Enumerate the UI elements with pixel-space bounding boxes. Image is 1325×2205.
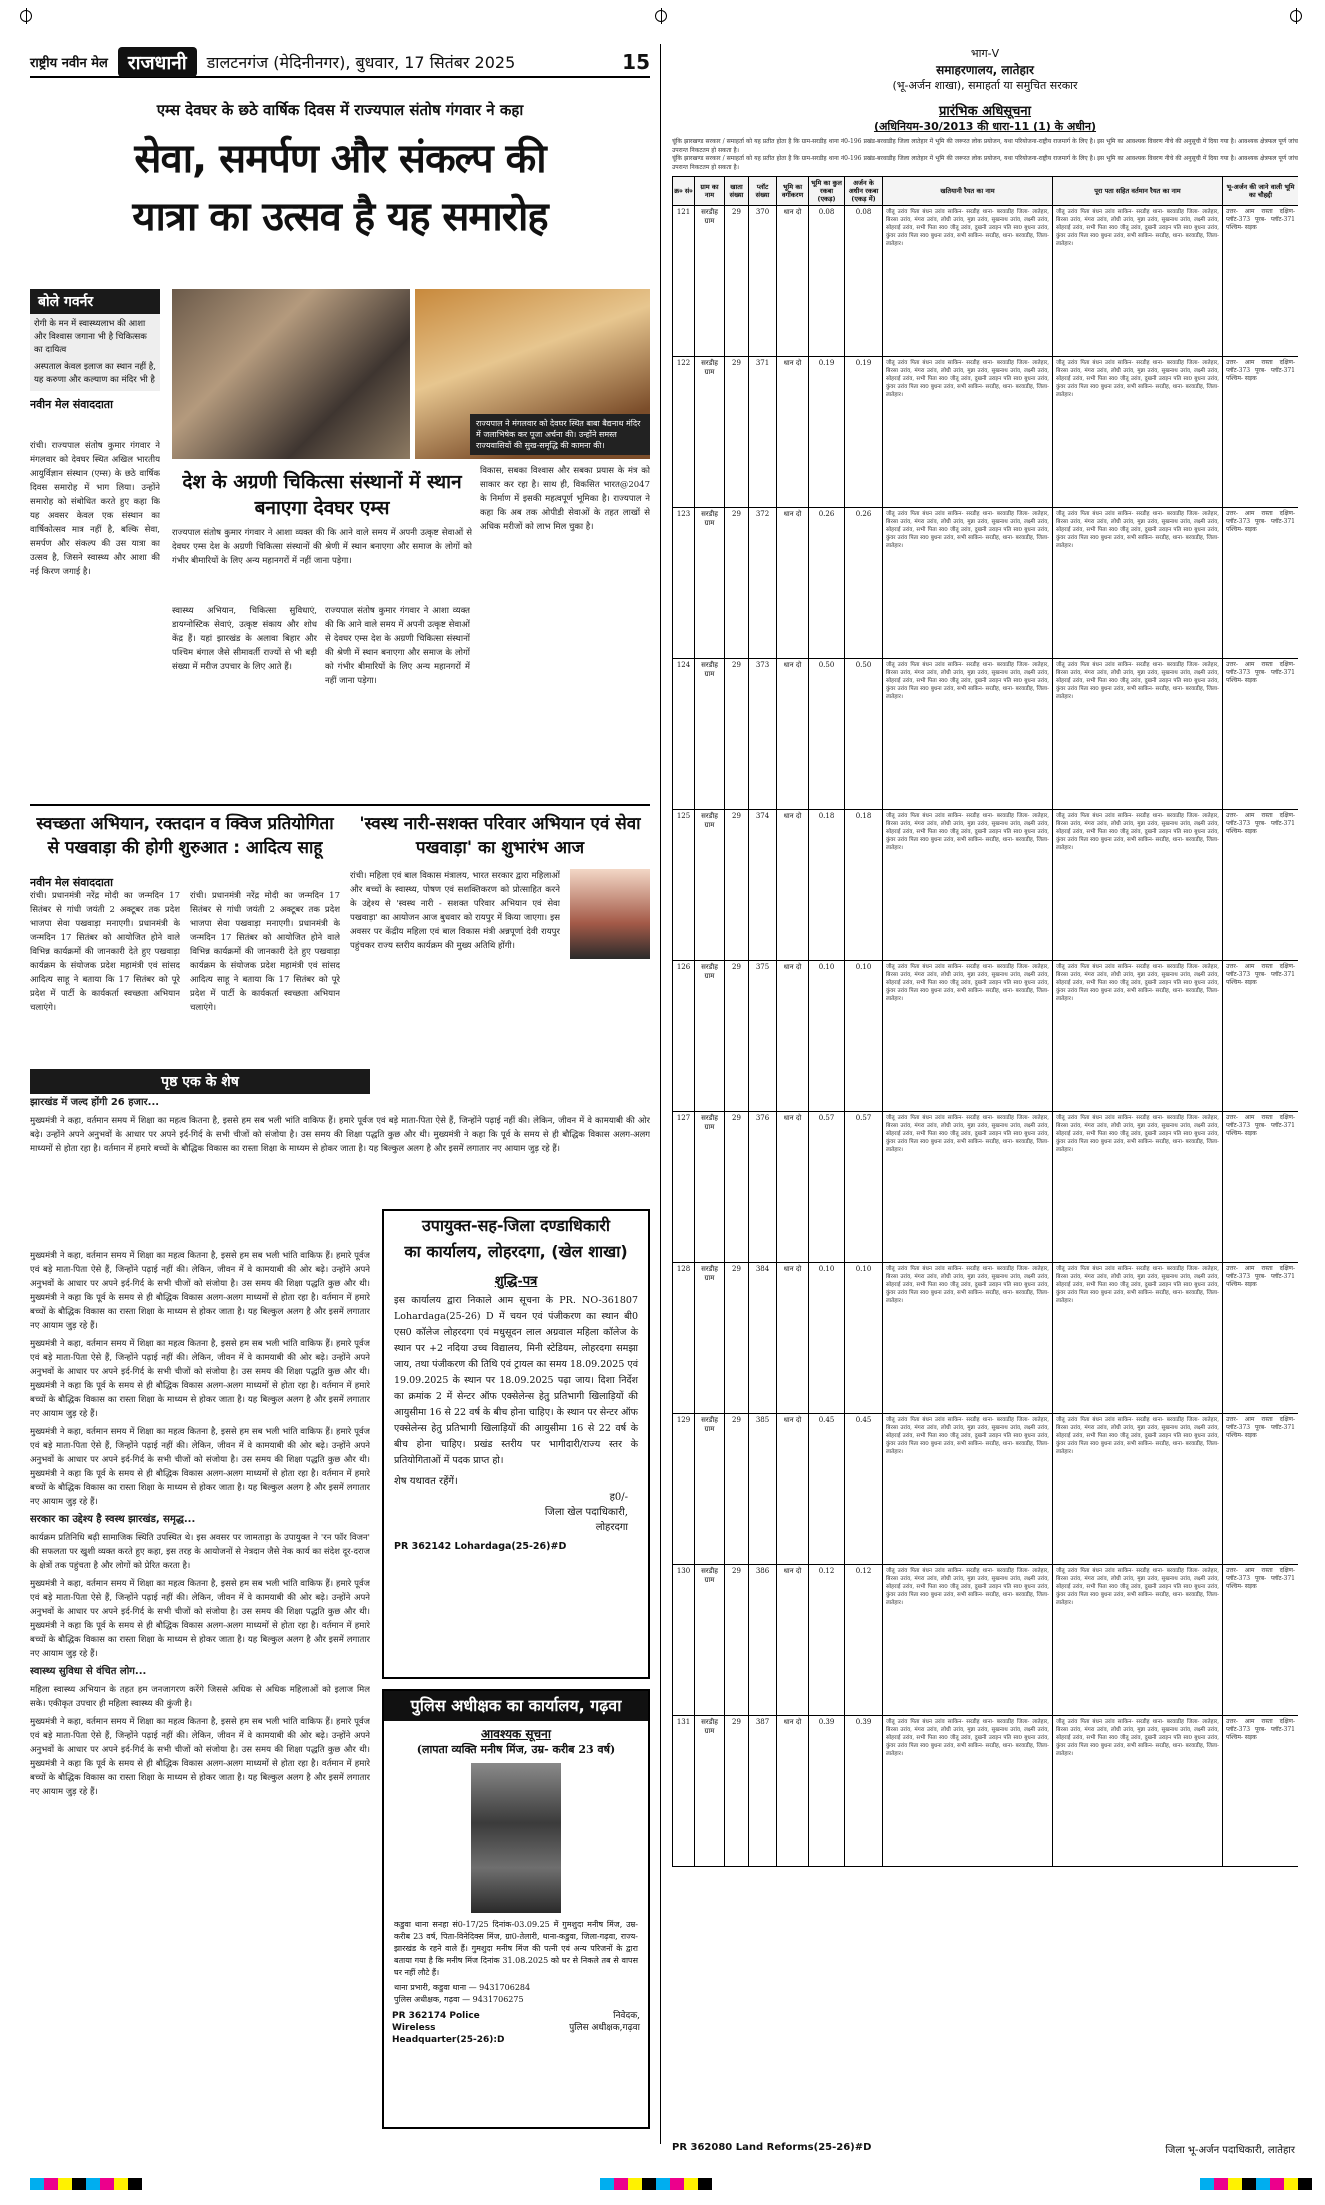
cell-acq: 0.45 (845, 1414, 883, 1565)
land-notice-pr: PR 362080 Land Reforms(25-26)#D (672, 2142, 872, 2153)
cell-sn: 124 (673, 659, 695, 810)
cell-current-owner: जीतू उरांव पिता बंधन उरांव साकिन- सरडीह थाना- बरवाडीह जिला- लातेहार, बिरसा उरांव, मंगरा उरांव, लोधी उरांव, मुन्ना उरांव, सुखनाथ उरांव, लक्ष्मी उरांव, सोहराई उरांव, सभी पिता स्व0 जीतू उरांव, दुखनी उराइन पति स्व0 बुधना उरांव, कुंवर उरांव पिता स्व0 बुधना उरांव, सभी साकिन- सरडीह, थाना- बरवाडीह, जिला- लातेहार। (1053, 1414, 1223, 1565)
cell-boundary: उत्तर- आम रास्ता दक्षिण- प्लॉट-373 पूरब- प्लॉट-371 पश्चिम- सड़क (1223, 206, 1299, 357)
cell-class: धान दो (777, 1112, 809, 1263)
continued-body: मुख्यमंत्री ने कहा, वर्तमान समय में शिक्षा का महत्व कितना है, इससे हम सब भली भांति वाकिफ हैं। हमारे पूर्वज एवं बड़े माता-पिता ऐसे हैं, जिन्होंने पढ़ाई नहीं की। लेकिन, जीवन में वे कामयाबी की ओर बढ़े। उन्होंने अपने अनुभवों के आधार पर अपने इर्द-गिर्द के सभी चीजों को संजोया है। उस समय की शिक्षा पद्धति कुछ और थी। मुख्यमंत्री ने कहा कि पूर्व के समय से ही बौद्धिक विकास अलग-अलग माध्यमों से होता रहा है। वर्तमान में हमारे बच्चों के बौद्धिक विकास का रास्ता शिक्षा के माध्यम से होकर जाता है। यह बिल्कुल अलग है और इसमें लगातार नए आयाम जुड़ रहे हैं। (30, 1717, 370, 1797)
lead-kicker: एम्स देवघर के छठे वार्षिक दिवस में राज्यपाल संतोष गंगवार ने कहा (156, 101, 524, 119)
table-row (673, 1112, 1299, 1263)
table-row (673, 961, 1299, 1112)
cell-sn: 123 (673, 508, 695, 659)
cell-current-owner: जीतू उरांव पिता बंधन उरांव साकिन- सरडीह थाना- बरवाडीह जिला- लातेहार, बिरसा उरांव, मंगरा उरांव, लोधी उरांव, मुन्ना उरांव, सुखनाथ उरांव, लक्ष्मी उरांव, सोहराई उरांव, सभी पिता स्व0 जीतू उरांव, दुखनी उराइन पति स्व0 बुधना उरांव, कुंवर उरांव पिता स्व0 बुधना उरांव, सभी साकिन- सरडीह, थाना- बरवाडीह, जिला- लातेहार। (1053, 810, 1223, 961)
print-color-bar (600, 2178, 712, 2190)
notice-intro (672, 138, 1298, 172)
cell-acq: 0.50 (845, 659, 883, 810)
cell-boundary: उत्तर- आम रास्ता दक्षिण- प्लॉट-373 पूरब- प्लॉट-371 पश्चिम- सड़क (1223, 357, 1299, 508)
cell-sn: 125 (673, 810, 695, 961)
cell-acq: 0.08 (845, 206, 883, 357)
cell-acq: 0.12 (845, 1565, 883, 1716)
cell-sn: 122 (673, 357, 695, 508)
color-swatch (642, 2178, 656, 2190)
missing-person-line: (लापता व्यक्ति मनीष मिंज, उम्र- करीब 23 वर्ष) (416, 1743, 616, 1756)
cell-plot: 386 (749, 1565, 777, 1716)
notice-office: समाहरणालय, लातेहार (936, 63, 1034, 77)
continued-body: मुख्यमंत्री ने कहा, वर्तमान समय में शिक्षा का महत्व कितना है, इससे हम सब भली भांति वाकिफ हैं। हमारे पूर्वज एवं बड़े माता-पिता ऐसे हैं, जिन्होंने पढ़ाई नहीं की। लेकिन, जीवन में वे कामयाबी की ओर बढ़े। उन्होंने अपने अनुभवों के आधार पर अपने इर्द-गिर्द के सभी चीजों को संजोया है। उस समय की शिक्षा पद्धति कुछ और थी। मुख्यमंत्री ने कहा कि पूर्व के समय से ही बौद्धिक विकास अलग-अलग माध्यमों से होता रहा है। वर्तमान में हमारे बच्चों के बौद्धिक विकास का रास्ता शिक्षा के माध्यम से होकर जाता है। यह बिल्कुल अलग है और इसमें लगातार नए आयाम जुड़ रहे हैं। (30, 1339, 370, 1419)
swachhata-column-1 (30, 889, 180, 1059)
cell-original-owner: जीतू उरांव पिता बंधन उरांव साकिन- सरडीह थाना- बरवाडीह जिला- लातेहार, बिरसा उरांव, मंगरा उरांव, लोधी उरांव, मुन्ना उरांव, सुखनाथ उरांव, लक्ष्मी उरांव, सोहराई उरांव, सभी पिता स्व0 जीतू उरांव, दुखनी उराइन पति स्व0 बुधना उरांव, कुंवर उरांव पिता स्व0 बुधना उरांव, सभी साकिन- सरडीह, थाना- बरवाडीह, जिला- लातेहार। (883, 357, 1053, 508)
cell-village: सरडीह ग्राम (695, 1112, 725, 1263)
lead-body-text: स्वास्थ्य अभियान, चिकित्सा सुविधाएं, डायग्नोस्टिक सेवाएं, उत्कृष्ट संकाय और शोध केंद्र हैं। यहां झारखंड के अलावा बिहार और पश्चिम बंगाल जैसे सीमावर्ती राज्यों से भी बड़ी संख्या में मरीज उपचार के लिए आते हैं। (172, 606, 317, 672)
lead-body-text: रांची। राज्यपाल संतोष कुमार गंगवार ने मंगलवार को देवघर स्थित अखिल भारतीय आयुर्विज्ञान संस्थान (एम्स) के छठे वार्षिक दिवस समारोह में भाग लिया। उन्होंने समारोह को संबोधित करते हुए कहा कि यह अवसर केवल एक संस्थान का वार्षिकोत्सव मात्र नहीं है, बल्कि सेवा, समर्पण और संकल्प की उस यात्रा का उत्सव है, जिसने स्वास्थ्य और आशा की नई किरण जगाई है। (30, 441, 160, 577)
cell-class: धान दो (777, 1414, 809, 1565)
color-swatch (1242, 2178, 1256, 2190)
cell-class: धान दो (777, 508, 809, 659)
lead-byline: नवीन मेल संवाददाता (30, 398, 113, 411)
column-header: क्र० सं० (673, 177, 695, 206)
nari-headline: 'स्वस्थ नारी-सशक्त परिवार अभियान एवं सेवा पखवाड़ा' का शुभारंभ आज (359, 814, 641, 858)
cell-total: 0.10 (809, 1263, 845, 1414)
notice-branch: (भू-अर्जन शाखा), समाहर्ता या समुचित सरकार (892, 79, 1078, 92)
cell-current-owner: जीतू उरांव पिता बंधन उरांव साकिन- सरडीह थाना- बरवाडीह जिला- लातेहार, बिरसा उरांव, मंगरा उरांव, लोधी उरांव, मुन्ना उरांव, सुखनाथ उरांव, लक्ष्मी उरांव, सोहराई उरांव, सभी पिता स्व0 जीतू उरांव, दुखनी उराइन पति स्व0 बुधना उरांव, कुंवर उरांव पिता स्व0 बुधना उरांव, सभी साकिन- सरडीह, थाना- बरवाडीह, जिला- लातेहार। (1053, 1263, 1223, 1414)
cell-khata: 29 (725, 1414, 749, 1565)
cell-khata: 29 (725, 659, 749, 810)
cell-acq: 0.10 (845, 961, 883, 1112)
cell-sn: 130 (673, 1565, 695, 1716)
swachhata-byline: नवीन मेल संवाददाता (30, 876, 113, 889)
table-row (673, 1716, 1299, 1867)
swachhata-body: रांची। प्रधानमंत्री नरेंद्र मोदी का जन्मदिन 17 सितंबर से गांधी जयंती 2 अक्टूबर तक प्रदेश भाजपा सेवा पखवाड़ा मनाएगी। प्रधानमंत्री के जन्मदिन 17 सितंबर को आयोजित होने वाले विभिन्न कार्यक्रमों की जानकारी देते हुए पखवाड़ा कार्यक्रम के संयोजक प्रदेश महामंत्री एवं सांसद आदित्य साहू ने बताया कि 17 सितंबर को पूरे प्रदेश में पार्टी के कार्यकर्ता स्वच्छता अभियान चलाएंगे। (190, 891, 340, 1013)
cell-total: 0.45 (809, 1414, 845, 1565)
police-notice-body: कडुवा थाना सनहा सं0-17/25 दिनांक-03.09.25 में गुमशुदा मनीष मिंज, उम्र-करीब 23 वर्ष, पिता-विनेदिक्स मिंज, ग्रा0-तेलारी, थाना-कडुवा, जिला-गढ़वा, राज्य-झारखंड के रहने वाले हैं। गुमशुदा मनीष मिंज की पत्नी एवं अन्य परिजनों के द्वारा बताया गया है कि मनीष मिंज दिनांक 31.08.2025 को घर से निकले तब से वापस घर नहीं लौटे हैं। (394, 1920, 638, 1977)
quote-box-title: बोले गवर्नर (30, 289, 160, 314)
cell-village: सरडीह ग्राम (695, 508, 725, 659)
cell-current-owner: जीतू उरांव पिता बंधन उरांव साकिन- सरडीह थाना- बरवाडीह जिला- लातेहार, बिरसा उरांव, मंगरा उरांव, लोधी उरांव, मुन्ना उरांव, सुखनाथ उरांव, लक्ष्मी उरांव, सोहराई उरांव, सभी पिता स्व0 जीतू उरांव, दुखनी उराइन पति स्व0 बुधना उरांव, कुंवर उरांव पिता स्व0 बुधना उरांव, सभी साकिन- सरडीह, थाना- बरवाडीह, जिला- लातेहार। (1053, 357, 1223, 508)
lead-headline-line-2: यात्रा का उत्सव है यह समारोह (132, 194, 548, 240)
land-schedule-table (672, 176, 1298, 1867)
continued-body: मुख्यमंत्री ने कहा, वर्तमान समय में शिक्षा का महत्व कितना है, इससे हम सब भली भांति वाकिफ हैं। हमारे पूर्वज एवं बड़े माता-पिता ऐसे हैं, जिन्होंने पढ़ाई नहीं की। लेकिन, जीवन में वे कामयाबी की ओर बढ़े। उन्होंने अपने अनुभवों के आधार पर अपने इर्द-गिर्द के सभी चीजों को संजोया है। उस समय की शिक्षा पद्धति कुछ और थी। मुख्यमंत्री ने कहा कि पूर्व के समय से ही बौद्धिक विकास अलग-अलग माध्यमों से होता रहा है। वर्तमान में हमारे बच्चों के बौद्धिक विकास का रास्ता शिक्षा के माध्यम से होकर जाता है। यह बिल्कुल अलग है और इसमें लगातार नए आयाम जुड़ रहे हैं। (30, 1116, 650, 1154)
continued-banner: पृष्ठ एक के शेष (30, 1069, 370, 1094)
cell-khata: 29 (725, 1112, 749, 1263)
sports-notice-pr: PR 362142 Lohardaga(25-26)#D (394, 1541, 567, 1552)
cell-plot: 375 (749, 961, 777, 1112)
cell-village: सरडीह ग्राम (695, 1414, 725, 1565)
cell-original-owner: जीतू उरांव पिता बंधन उरांव साकिन- सरडीह थाना- बरवाडीह जिला- लातेहार, बिरसा उरांव, मंगरा उरांव, लोधी उरांव, मुन्ना उरांव, सुखनाथ उरांव, लक्ष्मी उरांव, सोहराई उरांव, सभी पिता स्व0 जीतू उरांव, दुखनी उराइन पति स्व0 बुधना उरांव, कुंवर उरांव पिता स्व0 बुधना उरांव, सभी साकिन- सरडीह, थाना- बरवाडीह, जिला- लातेहार। (883, 1716, 1053, 1867)
signature-mark: ह0/- (609, 1492, 628, 1503)
registration-mark (20, 10, 32, 22)
lead-column-3 (172, 604, 317, 794)
swachhata-headline: स्वच्छता अभियान, रक्तदान व क्विज प्रतियोगिता से पखवाड़ा की होगी शुरुआत : आदित्य साहू (36, 814, 334, 858)
continued-column-left (30, 1249, 370, 2129)
notice-intro-text: चूंकि झारखण्ड सरकार / समाहर्ता को यह प्रतीत होता है कि ग्राम-सरडीह थाना नं0-196 प्रखंड-बरवाडीह जिला लातेहार में भूमि की जरूरत लोक प्रयोजन, यथा परियोजना-राष्ट्रीय राजमार्ग के लिए है। इस भूमि का आवश्यक विवरण नीचे की अनुसूची में दिया गया है। आवश्यक क्षेत्रफल पूर्ण जांच उपरान्त निकटतम हो सकता है। (672, 138, 1298, 154)
color-swatch (44, 2178, 58, 2190)
signatory-place: लोहरदगा (595, 1522, 628, 1533)
governor-quote-box (30, 289, 160, 418)
cell-sn: 121 (673, 206, 695, 357)
cell-acq: 0.26 (845, 508, 883, 659)
cell-current-owner: जीतू उरांव पिता बंधन उरांव साकिन- सरडीह थाना- बरवाडीह जिला- लातेहार, बिरसा उरांव, मंगरा उरांव, लोधी उरांव, मुन्ना उरांव, सुखनाथ उरांव, लक्ष्मी उरांव, सोहराई उरांव, सभी पिता स्व0 जीतू उरांव, दुखनी उराइन पति स्व0 बुधना उरांव, कुंवर उरांव पिता स्व0 बुधना उरांव, सभी साकिन- सरडीह, थाना- बरवाडीह, जिला- लातेहार। (1053, 508, 1223, 659)
sports-notice-signature (384, 1490, 648, 1535)
column-header: खतियानी रैयत का नाम (883, 177, 1053, 206)
cell-sn: 129 (673, 1414, 695, 1565)
color-swatch (58, 2178, 72, 2190)
quote-box-body (30, 314, 160, 391)
cell-total: 0.19 (809, 357, 845, 508)
continued-body: मुख्यमंत्री ने कहा, वर्तमान समय में शिक्षा का महत्व कितना है, इससे हम सब भली भांति वाकिफ हैं। हमारे पूर्वज एवं बड़े माता-पिता ऐसे हैं, जिन्होंने पढ़ाई नहीं की। लेकिन, जीवन में वे कामयाबी की ओर बढ़े। उन्होंने अपने अनुभवों के आधार पर अपने इर्द-गिर्द के सभी चीजों को संजोया है। उस समय की शिक्षा पद्धति कुछ और थी। मुख्यमंत्री ने कहा कि पूर्व के समय से ही बौद्धिक विकास अलग-अलग माध्यमों से होता रहा है। वर्तमान में हमारे बच्चों के बौद्धिक विकास का रास्ता शिक्षा के माध्यम से होकर जाता है। यह बिल्कुल अलग है और इसमें लगातार नए आयाम जुड़ रहे हैं। (30, 1579, 370, 1659)
color-swatch (684, 2178, 698, 2190)
cell-village: सरडीह ग्राम (695, 206, 725, 357)
column-header: भूमि का वर्गीकरण (777, 177, 809, 206)
section-label: राजधानी (118, 47, 197, 77)
cell-original-owner: जीतू उरांव पिता बंधन उरांव साकिन- सरडीह थाना- बरवाडीह जिला- लातेहार, बिरसा उरांव, मंगरा उरांव, लोधी उरांव, मुन्ना उरांव, सुखनाथ उरांव, लक्ष्मी उरांव, सोहराई उरांव, सभी पिता स्व0 जीतू उरांव, दुखनी उराइन पति स्व0 बुधना उरांव, कुंवर उरांव पिता स्व0 बुधना उरांव, सभी साकिन- सरडीह, थाना- बरवाडीह, जिला- लातेहार। (883, 1112, 1053, 1263)
cell-class: धान दो (777, 1263, 809, 1414)
color-swatch (656, 2178, 670, 2190)
minister-portrait (570, 869, 650, 959)
cell-sn: 128 (673, 1263, 695, 1414)
page-number: 15 (622, 50, 650, 74)
notice-subtitle: (अधिनियम-30/2013 की धारा-11 (1) के अधीन) (873, 120, 1097, 133)
dateline: डालटनगंज (मेदिनीनगर), बुधवार, 17 सितंबर 2025 (206, 53, 516, 72)
land-acquisition-notice (672, 46, 1298, 2136)
cell-acq: 0.10 (845, 1263, 883, 1414)
cell-original-owner: जीतू उरांव पिता बंधन उरांव साकिन- सरडीह थाना- बरवाडीह जिला- लातेहार, बिरसा उरांव, मंगरा उरांव, लोधी उरांव, मुन्ना उरांव, सुखनाथ उरांव, लक्ष्मी उरांव, सोहराई उरांव, सभी पिता स्व0 जीतू उरांव, दुखनी उराइन पति स्व0 बुधना उरांव, कुंवर उरांव पिता स्व0 बुधना उरांव, सभी साकिन- सरडीह, थाना- बरवाडीह, जिला- लातेहार। (883, 659, 1053, 810)
sports-notice-title-1: उपायुक्त-सह-जिला दण्डाधिकारी (421, 1216, 611, 1235)
table-row (673, 1565, 1299, 1716)
cell-total: 0.57 (809, 1112, 845, 1263)
missing-person-photo (471, 1763, 561, 1913)
cell-total: 0.39 (809, 1716, 845, 1867)
cell-class: धान दो (777, 357, 809, 508)
sports-notice-title-2: का कार्यालय, लोहरदगा, (खेल शाखा) (404, 1242, 628, 1261)
cell-acq: 0.39 (845, 1716, 883, 1867)
table-row (673, 1414, 1299, 1565)
police-contact: थाना प्रभारी, कडुवा थाना — 9431706284 (394, 1983, 531, 1992)
column-header: भूमि का कुल रकबा (एकड़) (809, 177, 845, 206)
color-swatch (1270, 2178, 1284, 2190)
cell-plot: 385 (749, 1414, 777, 1565)
cell-boundary: उत्तर- आम रास्ता दक्षिण- प्लॉट-373 पूरब- प्लॉट-371 पश्चिम- सड़क (1223, 1263, 1299, 1414)
notice-intro-text: चूंकि झारखण्ड सरकार / समाहर्ता को यह प्रतीत होता है कि ग्राम-सरडीह थाना नं0-196 प्रखंड-बरवाडीह जिला लातेहार में भूमि की जरूरत लोक प्रयोजन, यथा परियोजना-राष्ट्रीय राजमार्ग के लिए है। इस भूमि का आवश्यक विवरण नीचे की अनुसूची में दिया गया है। आवश्यक क्षेत्रफल पूर्ण जांच उपरान्त निकटतम हो सकता है। (672, 155, 1298, 171)
color-swatch (86, 2178, 100, 2190)
column-header: भू-अर्जन की जाने वाली भूमि का चौहद्दी (1223, 177, 1299, 206)
table-row (673, 1263, 1299, 1414)
quote-point: अस्पताल केवल इलाज का स्थान नहीं है, यह करुणा और कल्याण का मंदिर भी है (34, 362, 156, 385)
police-contact: पुलिस अधीक्षक, गढ़वा — 9431706275 (394, 1995, 524, 2004)
cell-original-owner: जीतू उरांव पिता बंधन उरांव साकिन- सरडीह थाना- बरवाडीह जिला- लातेहार, बिरसा उरांव, मंगरा उरांव, लोधी उरांव, मुन्ना उरांव, सुखनाथ उरांव, लक्ष्मी उरांव, सोहराई उरांव, सभी पिता स्व0 जीतू उरांव, दुखनी उराइन पति स्व0 बुधना उरांव, कुंवर उरांव पिता स्व0 बुधना उरांव, सभी साकिन- सरडीह, थाना- बरवाडीह, जिला- लातेहार। (883, 1414, 1053, 1565)
cell-boundary: उत्तर- आम रास्ता दक्षिण- प्लॉट-373 पूरब- प्लॉट-371 पश्चिम- सड़क (1223, 1716, 1299, 1867)
cell-total: 0.26 (809, 508, 845, 659)
cell-khata: 29 (725, 1565, 749, 1716)
color-swatch (100, 2178, 114, 2190)
color-swatch (1228, 2178, 1242, 2190)
news-page (30, 84, 650, 2129)
cell-class: धान दो (777, 961, 809, 1112)
quote-point: रोगी के मन में स्वास्थ्यलाभ की आशा और विश्वास जगाना भी है चिकित्सक का दायित्व (34, 319, 147, 355)
cell-khata: 29 (725, 1716, 749, 1867)
cell-boundary: उत्तर- आम रास्ता दक्षिण- प्लॉट-373 पूरब- प्लॉट-371 पश्चिम- सड़क (1223, 659, 1299, 810)
swachhata-column-2 (190, 889, 340, 1059)
cell-boundary: उत्तर- आम रास्ता दक्षिण- प्लॉट-373 पूरब- प्लॉट-371 पश्चिम- सड़क (1223, 1112, 1299, 1263)
cell-village: सरडीह ग्राम (695, 357, 725, 508)
cell-original-owner: जीतू उरांव पिता बंधन उरांव साकिन- सरडीह थाना- बरवाडीह जिला- लातेहार, बिरसा उरांव, मंगरा उरांव, लोधी उरांव, मुन्ना उरांव, सुखनाथ उरांव, लक्ष्मी उरांव, सोहराई उरांव, सभी पिता स्व0 जीतू उरांव, दुखनी उराइन पति स्व0 बुधना उरांव, कुंवर उरांव पिता स्व0 बुधना उरांव, सभी साकिन- सरडीह, थाना- बरवाडीह, जिला- लातेहार। (883, 1565, 1053, 1716)
table-row (673, 508, 1299, 659)
lead-column-4 (325, 604, 470, 794)
continued-body: मुख्यमंत्री ने कहा, वर्तमान समय में शिक्षा का महत्व कितना है, इससे हम सब भली भांति वाकिफ हैं। हमारे पूर्वज एवं बड़े माता-पिता ऐसे हैं, जिन्होंने पढ़ाई नहीं की। लेकिन, जीवन में वे कामयाबी की ओर बढ़े। उन्होंने अपने अनुभवों के आधार पर अपने इर्द-गिर्द के सभी चीजों को संजोया है। उस समय की शिक्षा पद्धति कुछ और थी। मुख्यमंत्री ने कहा कि पूर्व के समय से ही बौद्धिक विकास अलग-अलग माध्यमों से होता रहा है। वर्तमान में हमारे बच्चों के बौद्धिक विकास का रास्ता शिक्षा के माध्यम से होकर जाता है। यह बिल्कुल अलग है और इसमें लगातार नए आयाम जुड़ रहे हैं। (30, 1251, 370, 1331)
color-swatch (1256, 2178, 1270, 2190)
color-swatch (1214, 2178, 1228, 2190)
color-swatch (670, 2178, 684, 2190)
color-swatch (114, 2178, 128, 2190)
sports-notice-ad (382, 1209, 650, 1679)
cell-khata: 29 (725, 508, 749, 659)
nari-column (350, 869, 560, 1059)
cell-boundary: उत्तर- आम रास्ता दक्षिण- प्लॉट-373 पूरब- प्लॉट-371 पश्चिम- सड़क (1223, 1414, 1299, 1565)
swachhata-body: रांची। प्रधानमंत्री नरेंद्र मोदी का जन्मदिन 17 सितंबर से गांधी जयंती 2 अक्टूबर तक प्रदेश भाजपा सेवा पखवाड़ा मनाएगी। प्रधानमंत्री के जन्मदिन 17 सितंबर को आयोजित होने वाले विभिन्न कार्यक्रमों की जानकारी देते हुए पखवाड़ा कार्यक्रम के संयोजक प्रदेश महामंत्री एवं सांसद आदित्य साहू ने बताया कि 17 सितंबर को पूरे प्रदेश में पार्टी के कार्यकर्ता स्वच्छता अभियान चलाएंगे। (30, 891, 180, 1013)
continued-subhead: सरकार का उद्देश्य है स्वस्थ झारखंड, समृद्ध... (30, 1514, 196, 1525)
cell-plot: 371 (749, 357, 777, 508)
lead-headline-line-1: सेवा, समर्पण और संकल्प की (134, 136, 546, 182)
page-divider (660, 44, 661, 2144)
cell-total: 0.50 (809, 659, 845, 810)
police-notice-ad (382, 1689, 650, 2129)
continued-body: महिला स्वास्थ्य अभियान के तहत हम जनजागरण करेंगे जिससे अधिक से अधिक महिलाओं को इलाज मिल सके। एकीकृत उपचार ही महिला स्वास्थ्य की कुंजी है। (30, 1685, 370, 1709)
cell-total: 0.10 (809, 961, 845, 1112)
cell-class: धान दो (777, 1565, 809, 1716)
cell-village: सरडीह ग्राम (695, 1263, 725, 1414)
color-swatch (128, 2178, 142, 2190)
masthead (30, 48, 650, 78)
cell-total: 0.12 (809, 1565, 845, 1716)
continued-subhead: स्वास्थ्य सुविधा से वंचित लोग... (30, 1666, 147, 1677)
cell-village: सरडीह ग्राम (695, 810, 725, 961)
nari-body: रांची। महिला एवं बाल विकास मंत्रालय, भारत सरकार द्वारा महिलाओं और बच्चों के स्वास्थ्य, पोषण एवं सशक्तिकरण को प्रोत्साहित करने के उद्देश्य से 'स्वस्थ नारी - सशक्त परिवार अभियान एवं सेवा पखवाड़ा' का आयोजन आज बुधवार को रायपुर में किया जाएगा। इस अवसर पर केंद्रीय महिला एवं बाल विकास मंत्री अन्नपूर्णा देवी रायपुर पहुंचकर राज्य स्तरीय कार्यक्रम की मुख्य अतिथि होंगी। (350, 871, 560, 951)
notice-part: भाग-V (970, 47, 1000, 60)
signatory-salutation: निवेदक, (613, 2011, 640, 2021)
cell-boundary: उत्तर- आम रास्ता दक्षिण- प्लॉट-373 पूरब- प्लॉट-371 पश्चिम- सड़क (1223, 508, 1299, 659)
cell-acq: 0.57 (845, 1112, 883, 1263)
column-header: खाता संख्या (725, 177, 749, 206)
sports-notice-subtitle: शुद्धि-पत्र (494, 1274, 538, 1289)
cell-village: सरडीह ग्राम (695, 1565, 725, 1716)
section-rule (30, 804, 650, 806)
cell-original-owner: जीतू उरांव पिता बंधन उरांव साकिन- सरडीह थाना- बरवाडीह जिला- लातेहार, बिरसा उरांव, मंगरा उरांव, लोधी उरांव, मुन्ना उरांव, सुखनाथ उरांव, लक्ष्मी उरांव, सोहराई उरांव, सभी पिता स्व0 जीतू उरांव, दुखनी उराइन पति स्व0 बुधना उरांव, कुंवर उरांव पिता स्व0 बुधना उरांव, सभी साकिन- सरडीह, थाना- बरवाडीह, जिला- लातेहार। (883, 810, 1053, 961)
cell-current-owner: जीतू उरांव पिता बंधन उरांव साकिन- सरडीह थाना- बरवाडीह जिला- लातेहार, बिरसा उरांव, मंगरा उरांव, लोधी उरांव, मुन्ना उरांव, सुखनाथ उरांव, लक्ष्मी उरांव, सोहराई उरांव, सभी पिता स्व0 जीतू उरांव, दुखनी उराइन पति स्व0 बुधना उरांव, कुंवर उरांव पिता स्व0 बुधना उरांव, सभी साकिन- सरडीह, थाना- बरवाडीह, जिला- लातेहार। (1053, 961, 1223, 1112)
cell-class: धान दो (777, 659, 809, 810)
cell-village: सरडीह ग्राम (695, 961, 725, 1112)
signatory-title: जिला खेल पदाधिकारी, (544, 1507, 628, 1518)
table-row (673, 357, 1299, 508)
lead-column-1 (30, 439, 160, 799)
color-swatch (1298, 2178, 1312, 2190)
cell-total: 0.08 (809, 206, 845, 357)
notice-title: प्रारंभिक अधिसूचना (938, 104, 1032, 119)
color-swatch (628, 2178, 642, 2190)
photo-caption: राज्यपाल ने मंगलवार को देवघर स्थित बाबा बैद्यनाथ मंदिर में जलाभिषेक कर पूजा अर्चना की। उन्होंने समस्त राज्यवासियों की सुख-समृद्धि की कामना की। (470, 414, 650, 455)
cell-khata: 29 (725, 357, 749, 508)
cell-boundary: उत्तर- आम रास्ता दक्षिण- प्लॉट-373 पूरब- प्लॉट-371 पश्चिम- सड़क (1223, 961, 1299, 1112)
cell-current-owner: जीतू उरांव पिता बंधन उरांव साकिन- सरडीह थाना- बरवाडीह जिला- लातेहार, बिरसा उरांव, मंगरा उरांव, लोधी उरांव, मुन्ना उरांव, सुखनाथ उरांव, लक्ष्मी उरांव, सोहराई उरांव, सभी पिता स्व0 जीतू उरांव, दुखनी उराइन पति स्व0 बुधना उरांव, कुंवर उरांव पिता स्व0 बुधना उरांव, सभी साकिन- सरडीह, थाना- बरवाडीह, जिला- लातेहार। (1053, 1112, 1223, 1263)
color-swatch (1200, 2178, 1214, 2190)
table-row (673, 659, 1299, 810)
cell-plot: 384 (749, 1263, 777, 1414)
cell-original-owner: जीतू उरांव पिता बंधन उरांव साकिन- सरडीह थाना- बरवाडीह जिला- लातेहार, बिरसा उरांव, मंगरा उरांव, लोधी उरांव, मुन्ना उरांव, सुखनाथ उरांव, लक्ष्मी उरांव, सोहराई उरांव, सभी पिता स्व0 जीतू उरांव, दुखनी उराइन पति स्व0 बुधना उरांव, कुंवर उरांव पिता स्व0 बुधना उरांव, सभी साकिन- सरडीह, थाना- बरवाडीह, जिला- लातेहार। (883, 961, 1053, 1112)
continued-subhead: झारखंड में जल्द होंगी 26 हजार... (30, 1097, 160, 1108)
table-row (673, 206, 1299, 357)
cell-village: सरडीह ग्राम (695, 1716, 725, 1867)
cell-acq: 0.18 (845, 810, 883, 961)
police-notice-title: पुलिस अधीक्षक का कार्यालय, गढ़वा (384, 1691, 648, 1721)
cell-plot: 373 (749, 659, 777, 810)
cell-khata: 29 (725, 810, 749, 961)
cell-class: धान दो (777, 206, 809, 357)
cell-plot: 387 (749, 1716, 777, 1867)
lead-column-5 (480, 464, 650, 794)
color-swatch (614, 2178, 628, 2190)
sports-notice-closing: शेष यथावत रहेंगें। (394, 1476, 458, 1487)
cell-plot: 372 (749, 508, 777, 659)
color-swatch (1284, 2178, 1298, 2190)
color-swatch (72, 2178, 86, 2190)
brand-name: राष्ट्रीय नवीन मेल (30, 56, 108, 71)
lead-body-text: विकास, सबका विश्वास और सबका प्रयास के मंत्र को साकार कर रहा है। साथ ही, विकसित भारत@2047 के निर्माण में इसकी महत्वपूर्ण भूमिका है। राज्यपाल ने कहा कि अब तक ओपीडी सेवाओं के तहत लाखों से अधिक मरीजों को लाभ मिल चुका है। (480, 466, 650, 532)
cell-acq: 0.19 (845, 357, 883, 508)
column-header: ग्राम का नाम (695, 177, 725, 206)
sports-notice-body: इस कार्यालय द्वारा निकाले आम सूचना के PR. NO-361807 Lohardaga(25-26) D में चयन एवं पंजीकरण का स्थान बी0 एस0 कॉलेज लोहरदगा एवं मधुसूदन लाल अग्रवाल महिला कॉलेज के स्थान पर +2 नदिया उच्च विद्यालय, मिनी स्टेडियम, लोहरदगा समझा जाय, तथा पंजीकरण की तिथि एवं ट्रायल का समय 18.09.2025 एवं 19.09.2025 के स्थान पर 18.09.2025 पढ़ा जाय। दिशा निर्देश का क्रमांक 2 में सेन्टर ऑफ एक्सेलेन्स हेतु प्रतिभागी खिलाड़ियों की आयुसीमा 16 से 22 वर्ष के बीच होना चाहिए। के स्थान पर सेन्टर ऑफ एक्सेलेन्स हेतु प्रतिभागी खिलाड़ियों की आयुसीमा 16 से 22 वर्ष के बीच होना चाहिए। प्रखंड स्तरीय पर भागीदारी/राज्य स्तर के प्रतियोगिताओं में पदक प्राप्त हो। (394, 1295, 638, 1466)
lead-photo-ribbon-cutting (172, 289, 410, 459)
land-notice-signature: जिला भू-अर्जन पदाधिकारी, लातेहार (1165, 2145, 1295, 2156)
lead-body-text: राज्यपाल संतोष कुमार गंगवार ने आशा व्यक्त की कि आने वाले समय में अपनी उत्कृष्ट सेवाओं से देवघर एम्स देश के अग्रणी चिकित्सा संस्थानों की श्रेणी में स्थान बनाएगा और समाज के लोगों को गंभीर बीमारियों के लिए अन्य महानगरों में नहीं जाना पड़ेगा। (172, 528, 472, 566)
lead-column-2 (172, 526, 472, 596)
cell-khata: 29 (725, 1263, 749, 1414)
table-row (673, 810, 1299, 961)
cell-total: 0.18 (809, 810, 845, 961)
color-swatch (30, 2178, 44, 2190)
cell-village: सरडीह ग्राम (695, 659, 725, 810)
cell-plot: 370 (749, 206, 777, 357)
cell-sn: 127 (673, 1112, 695, 1263)
signatory-title: पुलिस अधीक्षक,गढ़वा (569, 2023, 640, 2033)
police-notice-footer (384, 2006, 648, 2050)
print-color-bar (30, 2178, 142, 2190)
cell-original-owner: जीतू उरांव पिता बंधन उरांव साकिन- सरडीह थाना- बरवाडीह जिला- लातेहार, बिरसा उरांव, मंगरा उरांव, लोधी उरांव, मुन्ना उरांव, सुखनाथ उरांव, लक्ष्मी उरांव, सोहराई उरांव, सभी पिता स्व0 जीतू उरांव, दुखनी उराइन पति स्व0 बुधना उरांव, कुंवर उरांव पिता स्व0 बुधना उरांव, सभी साकिन- सरडीह, थाना- बरवाडीह, जिला- लातेहार। (883, 508, 1053, 659)
column-header: अर्जन के अधीन रकबा (एकड़ में) (845, 177, 883, 206)
police-signature (569, 2010, 640, 2046)
notice-header (672, 46, 1298, 93)
continued-body: कार्यक्रम प्रतिनिधि बढ़ी सामाजिक स्थिति उपस्थित थे। इस अवसर पर जामताड़ा के उपायुक्त ने 'रन फॉर विजन' की सफलता पर खुशी व्यक्त करते हुए कहा, इस तरह के आयोजनों से नेत्रदान जैसे नेक कार्य का संदेश दूर-दराज के क्षेत्रों तक पहुंचता है और लोगों को प्रेरित करता है। (30, 1533, 370, 1571)
lead-subhead: देश के अग्रणी चिकित्सा संस्थानों में स्थान बनाएगा देवघर एम्स (182, 471, 462, 519)
cell-khata: 29 (725, 206, 749, 357)
cell-class: धान दो (777, 1716, 809, 1867)
cell-current-owner: जीतू उरांव पिता बंधन उरांव साकिन- सरडीह थाना- बरवाडीह जिला- लातेहार, बिरसा उरांव, मंगरा उरांव, लोधी उरांव, मुन्ना उरांव, सुखनाथ उरांव, लक्ष्मी उरांव, सोहराई उरांव, सभी पिता स्व0 जीतू उरांव, दुखनी उराइन पति स्व0 बुधना उरांव, कुंवर उरांव पिता स्व0 बुधना उरांव, सभी साकिन- सरडीह, थाना- बरवाडीह, जिला- लातेहार। (1053, 659, 1223, 810)
lead-body-text: राज्यपाल संतोष कुमार गंगवार ने आशा व्यक्त की कि आने वाले समय में अपनी उत्कृष्ट सेवाओं से देवघर एम्स देश के अग्रणी चिकित्सा संस्थानों की श्रेणी में स्थान बनाएगा और समाज के लोगों को गंभीर बीमारियों के लिए अन्य महानगरों में नहीं जाना पड़ेगा। (325, 606, 470, 686)
color-swatch (600, 2178, 614, 2190)
cell-original-owner: जीतू उरांव पिता बंधन उरांव साकिन- सरडीह थाना- बरवाडीह जिला- लातेहार, बिरसा उरांव, मंगरा उरांव, लोधी उरांव, मुन्ना उरांव, सुखनाथ उरांव, लक्ष्मी उरांव, सोहराई उरांव, सभी पिता स्व0 जीतू उरांव, दुखनी उराइन पति स्व0 बुधना उरांव, कुंवर उरांव पिता स्व0 बुधना उरांव, सभी साकिन- सरडीह, थाना- बरवाडीह, जिला- लातेहार। (883, 206, 1053, 357)
cell-plot: 374 (749, 810, 777, 961)
table-header-row (673, 177, 1299, 206)
continued-body: मुख्यमंत्री ने कहा, वर्तमान समय में शिक्षा का महत्व कितना है, इससे हम सब भली भांति वाकिफ हैं। हमारे पूर्वज एवं बड़े माता-पिता ऐसे हैं, जिन्होंने पढ़ाई नहीं की। लेकिन, जीवन में वे कामयाबी की ओर बढ़े। उन्होंने अपने अनुभवों के आधार पर अपने इर्द-गिर्द के सभी चीजों को संजोया है। उस समय की शिक्षा पद्धति कुछ और थी। मुख्यमंत्री ने कहा कि पूर्व के समय से ही बौद्धिक विकास अलग-अलग माध्यमों से होता रहा है। वर्तमान में हमारे बच्चों के बौद्धिक विकास का रास्ता शिक्षा के माध्यम से होकर जाता है। यह बिल्कुल अलग है और इसमें लगातार नए आयाम जुड़ रहे हैं। (30, 1427, 370, 1507)
cell-khata: 29 (725, 961, 749, 1112)
cell-sn: 126 (673, 961, 695, 1112)
cell-sn: 131 (673, 1716, 695, 1867)
police-notice-subtitle: आवश्यक सूचना (481, 1727, 551, 1741)
column-header: पूरा पता सहित वर्तमान रैयत का नाम (1053, 177, 1223, 206)
cell-plot: 376 (749, 1112, 777, 1263)
cell-boundary: उत्तर- आम रास्ता दक्षिण- प्लॉट-373 पूरब- प्लॉट-371 पश्चिम- सड़क (1223, 810, 1299, 961)
registration-mark (1290, 10, 1302, 22)
print-color-bar (1200, 2178, 1312, 2190)
cell-current-owner: जीतू उरांव पिता बंधन उरांव साकिन- सरडीह थाना- बरवाडीह जिला- लातेहार, बिरसा उरांव, मंगरा उरांव, लोधी उरांव, मुन्ना उरांव, सुखनाथ उरांव, लक्ष्मी उरांव, सोहराई उरांव, सभी पिता स्व0 जीतू उरांव, दुखनी उराइन पति स्व0 बुधना उरांव, कुंवर उरांव पिता स्व0 बुधना उरांव, सभी साकिन- सरडीह, थाना- बरवाडीह, जिला- लातेहार। (1053, 206, 1223, 357)
cell-current-owner: जीतू उरांव पिता बंधन उरांव साकिन- सरडीह थाना- बरवाडीह जिला- लातेहार, बिरसा उरांव, मंगरा उरांव, लोधी उरांव, मुन्ना उरांव, सुखनाथ उरांव, लक्ष्मी उरांव, सोहराई उरांव, सभी पिता स्व0 जीतू उरांव, दुखनी उराइन पति स्व0 बुधना उरांव, कुंवर उरांव पिता स्व0 बुधना उरांव, सभी साकिन- सरडीह, थाना- बरवाडीह, जिला- लातेहार। (1053, 1716, 1223, 1867)
cell-current-owner: जीतू उरांव पिता बंधन उरांव साकिन- सरडीह थाना- बरवाडीह जिला- लातेहार, बिरसा उरांव, मंगरा उरांव, लोधी उरांव, मुन्ना उरांव, सुखनाथ उरांव, लक्ष्मी उरांव, सोहराई उरांव, सभी पिता स्व0 जीतू उरांव, दुखनी उराइन पति स्व0 बुधना उरांव, कुंवर उरांव पिता स्व0 बुधना उरांव, सभी साकिन- सरडीह, थाना- बरवाडीह, जिला- लातेहार। (1053, 1565, 1223, 1716)
registration-mark (655, 10, 667, 22)
cell-original-owner: जीतू उरांव पिता बंधन उरांव साकिन- सरडीह थाना- बरवाडीह जिला- लातेहार, बिरसा उरांव, मंगरा उरांव, लोधी उरांव, मुन्ना उरांव, सुखनाथ उरांव, लक्ष्मी उरांव, सोहराई उरांव, सभी पिता स्व0 जीतू उरांव, दुखनी उराइन पति स्व0 बुधना उरांव, कुंवर उरांव पिता स्व0 बुधना उरांव, सभी साकिन- सरडीह, थाना- बरवाडीह, जिला- लातेहार। (883, 1263, 1053, 1414)
color-swatch (698, 2178, 712, 2190)
cell-class: धान दो (777, 810, 809, 961)
police-notice-pr: PR 362174 Police Wireless Headquarter(25-26):D (392, 2011, 505, 2045)
column-header: प्लॉट संख्या (749, 177, 777, 206)
cell-boundary: उत्तर- आम रास्ता दक्षिण- प्लॉट-373 पूरब- प्लॉट-371 पश्चिम- सड़क (1223, 1565, 1299, 1716)
